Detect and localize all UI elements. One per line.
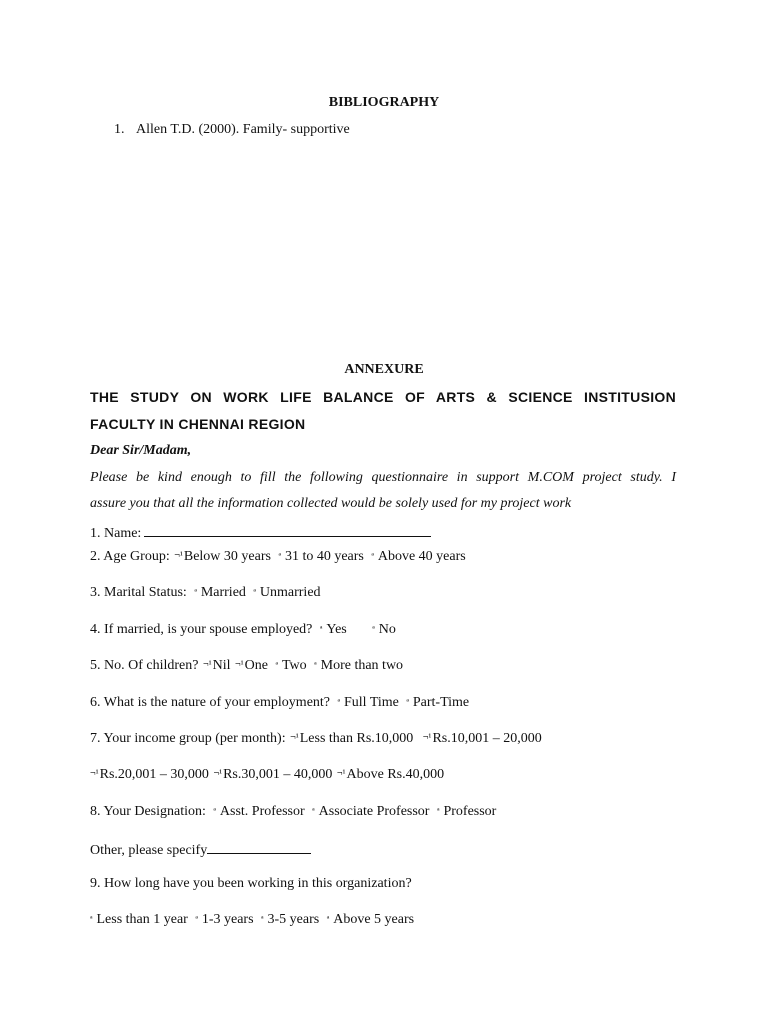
q7-option-less-10000: Less than Rs.10,000 xyxy=(299,731,414,746)
checkbox-icon[interactable]: ª xyxy=(371,551,374,561)
q3-option-married: Married xyxy=(200,585,246,600)
q5-label: 5. No. Of children? xyxy=(90,658,199,673)
question-9-options xyxy=(90,911,414,929)
checkbox-icon[interactable]: ¬¹ xyxy=(90,768,99,779)
annexure-title-line2: FACULTY IN CHENNAI REGION xyxy=(90,416,306,432)
checkbox-icon[interactable]: ª xyxy=(319,624,323,634)
q9-option-above-5-years: Above 5 years xyxy=(333,912,415,927)
question-3 xyxy=(90,584,321,602)
q9-option-less-1-year: Less than 1 year xyxy=(96,912,188,927)
q8-option-associate-professor: Associate Professor xyxy=(318,804,430,819)
checkbox-icon[interactable]: ª xyxy=(213,806,216,816)
checkbox-icon[interactable]: ª xyxy=(312,806,315,816)
annexure-title-line1: THE STUDY ON WORK LIFE BALANCE OF ARTS & SCIENCE INSTITUSION xyxy=(90,389,676,405)
q4-label: 4. If married, is your spouse employed? xyxy=(90,622,313,637)
q5-option-one: One xyxy=(244,658,268,673)
q9-option-3-5-years: 3-5 years xyxy=(267,912,320,927)
checkbox-icon[interactable]: ¬¹ xyxy=(202,659,212,670)
question-9 xyxy=(90,875,412,893)
checkbox-icon[interactable]: ª xyxy=(372,624,375,634)
intro-line1: Please be kind enough to fill the following questionnaire in support M.COM project study. I xyxy=(90,470,676,485)
q7-option-above-40000: Above Rs.40,000 xyxy=(346,767,445,782)
question-8 xyxy=(90,803,496,821)
checkbox-icon[interactable]: ¬¹ xyxy=(422,732,432,743)
intro-line2: assure you that all the information collected would be solely used for my project work xyxy=(90,496,572,511)
q6-option-full-time: Full Time xyxy=(344,695,399,710)
checkbox-icon[interactable]: ¬¹ xyxy=(290,732,299,743)
checkbox-icon[interactable]: ª xyxy=(337,697,340,707)
checkbox-icon[interactable]: ¬¹ xyxy=(174,550,183,561)
q1-label: 1. Name: xyxy=(90,526,142,541)
q6-option-part-time: Part-Time xyxy=(412,695,470,710)
question-6 xyxy=(90,694,469,712)
checkbox-icon[interactable]: ª xyxy=(406,697,409,707)
bibliography-item-number: 1. xyxy=(114,122,125,137)
checkbox-icon[interactable]: ¬¹ xyxy=(213,768,223,779)
q3-option-unmarried: Unmarried xyxy=(259,585,321,600)
checkbox-icon[interactable]: ª xyxy=(261,914,264,924)
name-answer-line[interactable] xyxy=(144,522,431,537)
q8-option-professor: Professor xyxy=(443,804,497,819)
question-7 xyxy=(90,730,542,748)
q5-option-nil: Nil xyxy=(212,658,231,673)
q5-option-more-than-two: More than two xyxy=(320,658,404,673)
q2-option-31-40: 31 to 40 years xyxy=(284,549,364,564)
q6-label: 6. What is the nature of your employment? xyxy=(90,695,331,710)
bibliography-heading: BIBLIOGRAPHY xyxy=(328,95,440,110)
annexure-heading: ANNEXURE xyxy=(344,362,424,377)
q9-label: 9. How long have you been working in this organization? xyxy=(90,876,412,891)
q2-option-below-30: Below 30 years xyxy=(183,549,271,564)
question-4 xyxy=(90,621,396,639)
q2-label: 2. Age Group: xyxy=(90,549,170,564)
checkbox-icon[interactable]: ª xyxy=(314,660,317,670)
q8-label: 8. Your Designation: xyxy=(90,804,206,819)
checkbox-icon[interactable]: ¬¹ xyxy=(336,768,346,779)
q7-label: 7. Your income group (per month): xyxy=(90,731,286,746)
q8-other-label: Other, please specify xyxy=(90,843,208,858)
checkbox-icon[interactable]: ª xyxy=(253,587,256,597)
checkbox-icon[interactable]: ª xyxy=(90,914,93,924)
bibliography-item-text: Allen T.D. (2000). Family- supportive xyxy=(136,122,350,137)
q7-option-30001-40000: Rs.30,001 – 40,000 xyxy=(223,767,333,782)
checkbox-icon[interactable]: ¬¹ xyxy=(235,659,244,670)
question-7-continued xyxy=(90,766,444,784)
checkbox-icon[interactable]: ª xyxy=(275,660,278,670)
q4-option-no: No xyxy=(378,622,396,637)
checkbox-icon[interactable]: ª xyxy=(436,806,440,816)
checkbox-icon[interactable]: ª xyxy=(195,914,198,924)
q9-option-1-3-years: 1-3 years xyxy=(201,912,254,927)
question-8-other xyxy=(90,839,311,860)
question-1 xyxy=(90,522,431,543)
question-5 xyxy=(90,657,403,675)
question-2 xyxy=(90,548,466,566)
other-specify-line[interactable] xyxy=(207,839,311,854)
salutation: Dear Sir/Madam, xyxy=(90,443,192,458)
checkbox-icon[interactable]: ª xyxy=(326,914,330,924)
checkbox-icon[interactable]: ª xyxy=(278,551,281,561)
q2-option-above-40: Above 40 years xyxy=(377,549,466,564)
checkbox-icon[interactable]: ª xyxy=(194,587,197,597)
q3-label: 3. Marital Status: xyxy=(90,585,187,600)
q7-option-20001-30000: Rs.20,001 – 30,000 xyxy=(99,767,209,782)
q5-option-two: Two xyxy=(281,658,307,673)
q7-option-10001-20000: Rs.10,001 – 20,000 xyxy=(432,731,542,746)
q8-option-asst-professor: Asst. Professor xyxy=(219,804,305,819)
q4-option-yes: Yes xyxy=(326,622,347,637)
